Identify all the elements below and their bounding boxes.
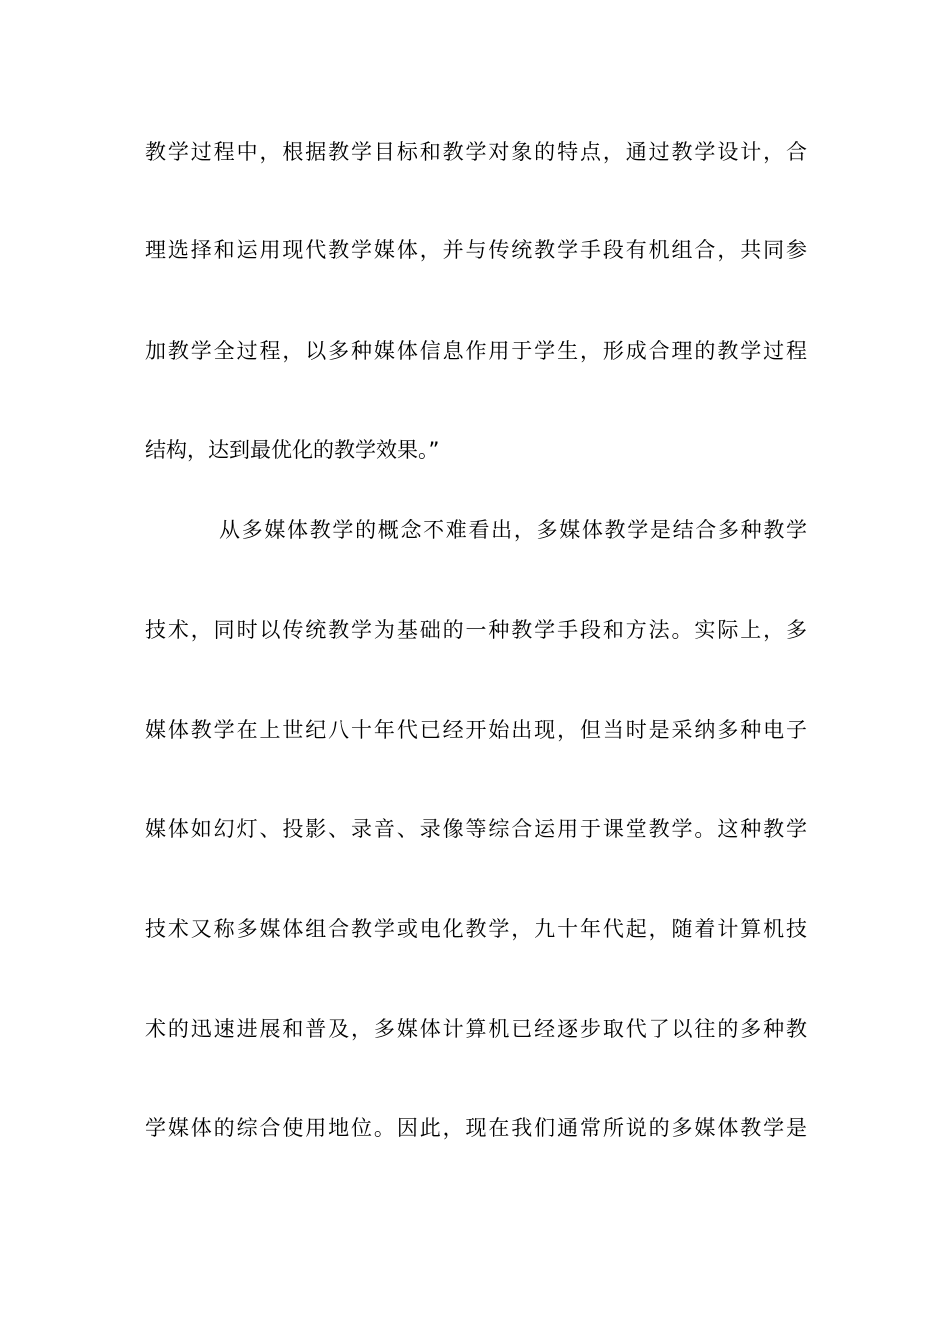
text-line: 理选择和运用现代教学媒体，并与传统教学手段有机组合，共同参	[145, 238, 807, 262]
text-line-indented: 从多媒体教学的概念不难看出，多媒体教学是结合多种教学	[219, 518, 807, 542]
text-line: 媒体如幻灯、投影、录音、录像等综合运用于课堂教学。这种教学	[145, 817, 807, 841]
text-line: 技术，同时以传统教学为基础的一种教学手段和方法。实际上，多	[145, 618, 807, 642]
text-line: 媒体教学在上世纪八十年代已经开始出现，但当时是采纳多种电子	[145, 718, 807, 742]
text-line: 技术又称多媒体组合教学或电化教学，九十年代起，随着计算机技	[145, 917, 807, 941]
text-line: 学媒体的综合使用地位。因此，现在我们通常所说的多媒体教学是	[145, 1116, 807, 1140]
text-line: 加教学全过程，以多种媒体信息作用于学生，形成合理的教学过程	[145, 339, 807, 363]
text-line: 结构，达到最优化的教学效果。”	[145, 438, 440, 462]
text-line: 术的迅速进展和普及，多媒体计算机已经逐步取代了以往的多种教	[145, 1017, 807, 1041]
text-line: 教学过程中，根据教学目标和教学对象的特点，通过教学设计，合	[145, 140, 807, 164]
